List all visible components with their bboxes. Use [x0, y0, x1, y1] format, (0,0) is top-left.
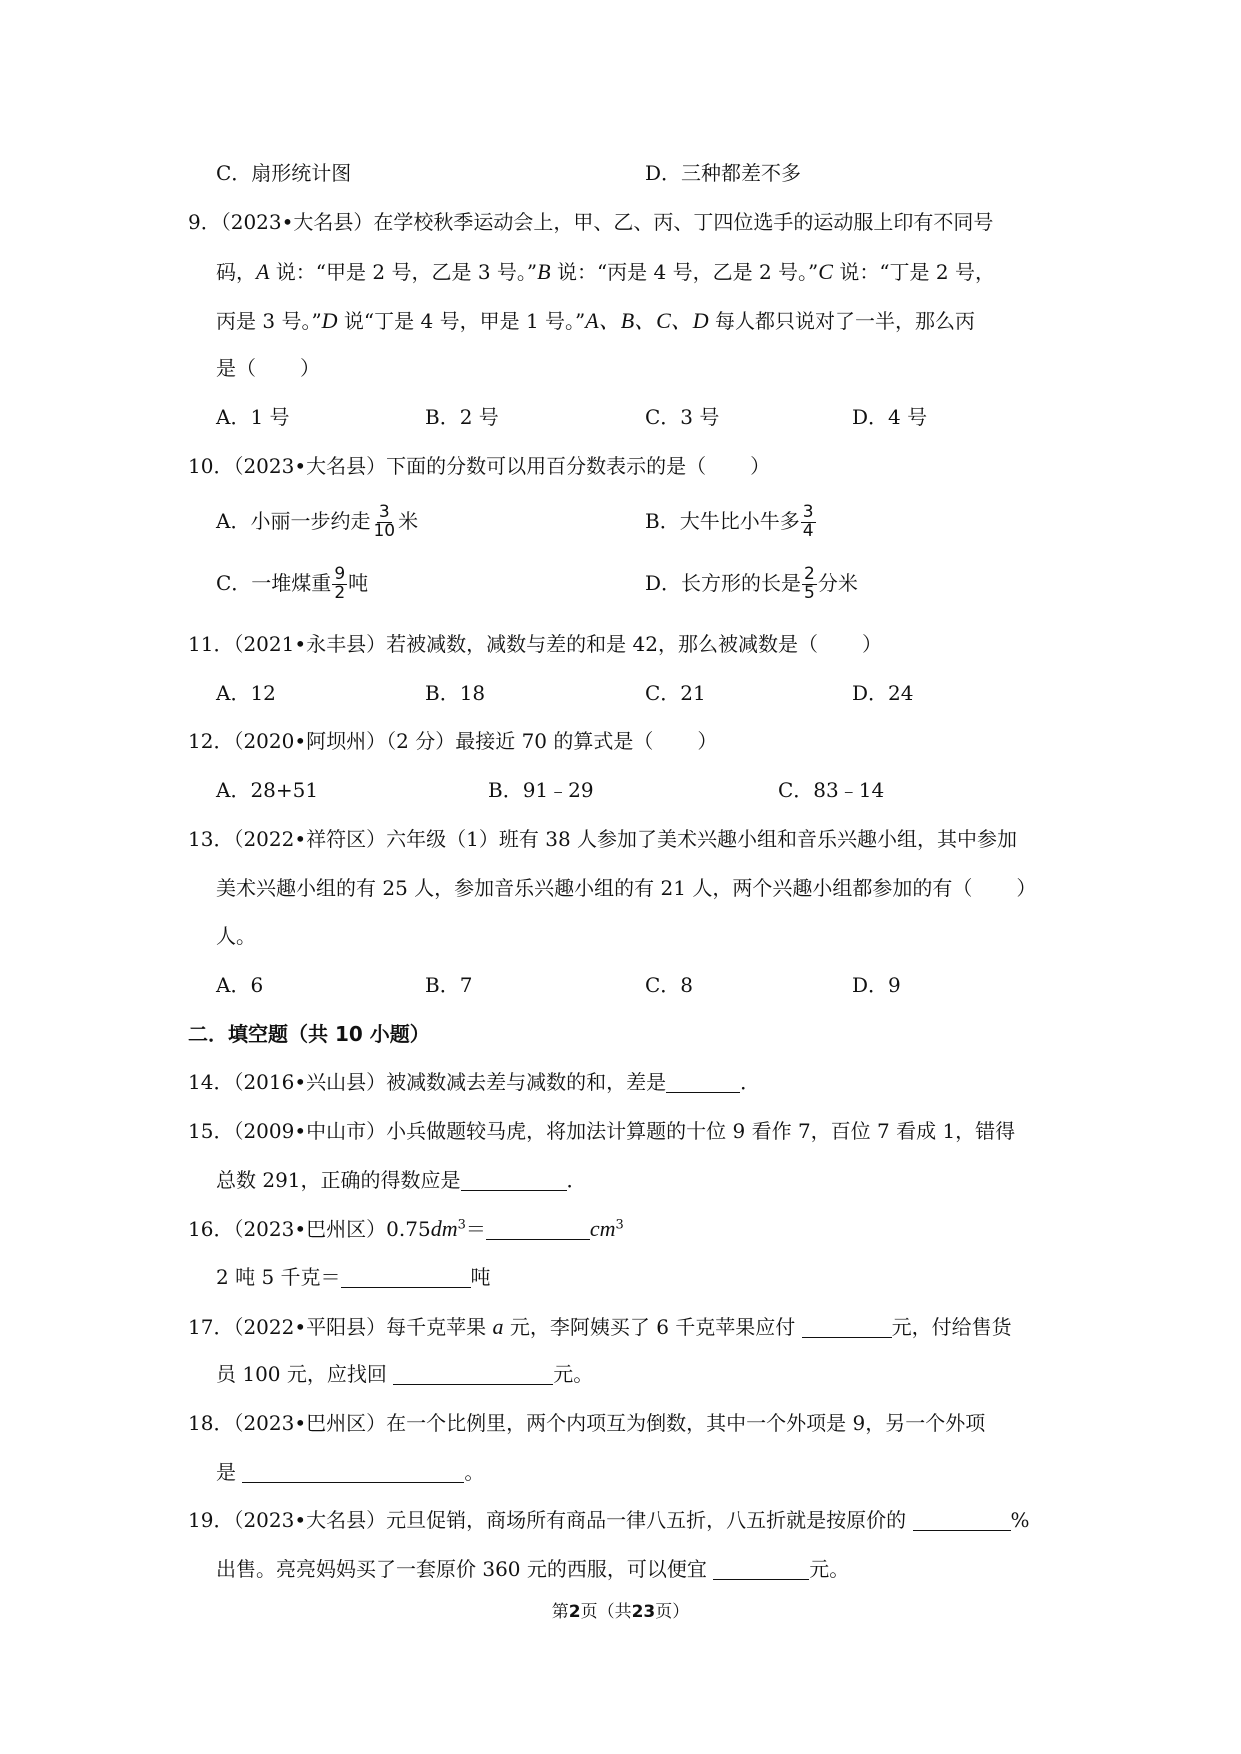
- q11-option-c: C．21: [645, 681, 706, 705]
- q13-option-b: B．7: [425, 973, 473, 997]
- q14-blank: [666, 1072, 740, 1093]
- q9-option-a: A．1 号: [216, 405, 290, 429]
- q13-line-1: 13．（2022•祥符区）六年级（1）班有 38 人参加了美术兴趣小组和音乐兴趣小组，其中参加: [188, 827, 1018, 851]
- q13-option-d: D．9: [852, 973, 901, 997]
- q15-line-1: 15．（2009•中山市）小兵做题较马虎，将加法计算题的十位 9 看作 7，百位 7 看成 1，错得: [188, 1119, 1016, 1143]
- q17-blank-2: [393, 1364, 553, 1385]
- q15-blank: [461, 1170, 567, 1191]
- q17-blank-1: [802, 1317, 892, 1338]
- q13-option-a: A．6: [216, 973, 264, 997]
- q10-option-d: D．长方形的长是 $\frac{2}{5}$ 分米: [645, 564, 858, 603]
- q8-option-c: C．扇形统计图: [216, 161, 352, 185]
- q10-option-b: B．大牛比小牛多 $\frac{3}{4}$: [645, 502, 814, 541]
- fraction-2-5: $\frac{2}{5}$: [804, 564, 815, 603]
- q9-line-1: 9．（2023•大名县）在学校秋季运动会上，甲、乙、丙、丁四位选手的运动服上印有不同号: [188, 210, 994, 234]
- q12-option-b: B．91﹣29: [488, 778, 594, 802]
- q14-text: 14．（2016•兴山县）被减数减去差与减数的和，差是 ．: [188, 1070, 761, 1094]
- q13-line-3: 人。: [216, 924, 256, 948]
- q12-option-c: C．83﹣14: [778, 778, 885, 802]
- q8-option-d: D．三种都差不多: [645, 161, 802, 185]
- q17-line-1: 17．（2022•平阳县）每千克苹果 a 元，李阿姨买了 6 千克苹果应付 元，付给售货: [188, 1314, 1012, 1339]
- q17-line-2: 员 100 元，应找回 元。: [216, 1362, 594, 1386]
- q9-line-2: 码，A 说：“甲是 2 号，乙是 3 号。”B 说：“丙是 4 号，乙是 2 号。”C 说：“丁是 2 号，: [216, 259, 995, 284]
- q11-stem: 11．（2021•永丰县）若被减数，减数与差的和是 42，那么被减数是（ ）: [188, 632, 882, 656]
- q9-option-b: B．2 号: [425, 405, 499, 429]
- q19-blank-2: [713, 1559, 809, 1580]
- q16-line-1: 16．（2023•巴州区）$0.75dm^3= cm^3$: [188, 1216, 624, 1241]
- q19-line-2: 出售。亮亮妈妈买了一套原价 360 元的西服，可以便宜 元。: [216, 1557, 850, 1581]
- fraction-3-4: $\frac{3}{4}$: [802, 502, 814, 541]
- q15-line-2: 总数 291，正确的得数应是 ．: [216, 1168, 587, 1192]
- q12-stem: 12．（2020•阿坝州）（2 分）最接近 70 的算式是（ ）: [188, 729, 718, 753]
- q13-line-2: 美术兴趣小组的有 25 人，参加音乐兴趣小组的有 21 人，两个兴趣小组都参加的有（ ）: [216, 876, 1037, 900]
- q9-line-4: 是（ ）: [216, 356, 320, 380]
- q11-option-b: B．18: [425, 681, 486, 705]
- q10-option-a: A．小丽一步约走 $\frac{3}{10}$ 米: [216, 502, 419, 541]
- q16-blank-2: [341, 1267, 471, 1288]
- q19-line-1: 19．（2023•大名县）元旦促销，商场所有商品一律八五折，八五折就是按原价的 %: [188, 1508, 1030, 1532]
- q18-line-2: 是 。: [216, 1460, 485, 1484]
- q12-option-a: A．28+51: [216, 778, 319, 802]
- q16-blank-1: [486, 1219, 590, 1240]
- q19-blank-1: [913, 1510, 1011, 1531]
- fraction-9-2: $\frac{9}{2}$: [334, 564, 346, 603]
- q18-blank: [242, 1462, 464, 1483]
- page-number: 第2页（共23页）: [551, 1602, 690, 1622]
- section-fill-in-heading: 二．填空题（共 10 小题）: [188, 1022, 430, 1046]
- q9-option-c: C．3 号: [645, 405, 720, 429]
- q13-option-c: C．8: [645, 973, 694, 997]
- q9-option-d: D．4 号: [852, 405, 928, 429]
- q18-line-1: 18．（2023•巴州区）在一个比例里，两个内项互为倒数，其中一个外项是 9，另一个外项: [188, 1411, 986, 1435]
- q16-line-2: 2 吨 5 千克＝ 吨: [216, 1265, 491, 1289]
- q11-option-d: D．24: [852, 681, 914, 705]
- fraction-3-10: $\frac{3}{10}$: [373, 502, 396, 541]
- q10-option-c: C．一堆煤重 $\frac{9}{2}$ 吨: [216, 564, 369, 603]
- q9-line-3: 丙是 3 号。”D 说“丁是 4 号，甲是 1 号。”A、B、C、D 每人都只说对了一半，那么丙: [216, 308, 976, 333]
- q11-option-a: A．12: [216, 681, 276, 705]
- q10-stem: 10．（2023•大名县）下面的分数可以用百分数表示的是（ ）: [188, 454, 771, 478]
